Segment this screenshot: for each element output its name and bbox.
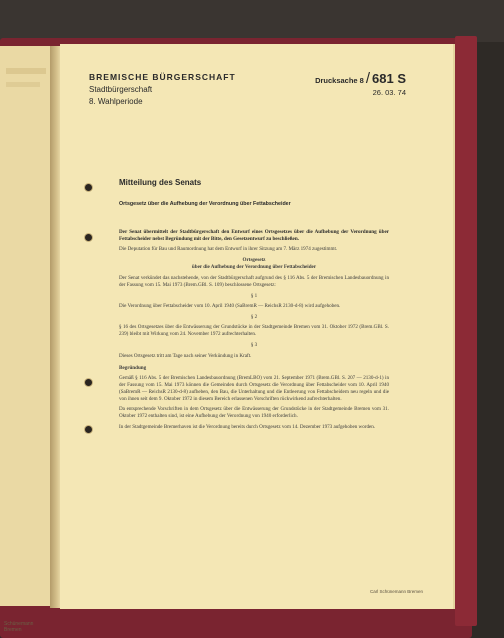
organization-name: BREMISCHE BÜRGERSCHAFT [89, 72, 236, 82]
document-subject: Ortsgesetz über die Aufhebung der Verordnung über Fettabscheider [119, 201, 291, 207]
begruendung-paragraph-1: Gemäß § 116 Abs. 5 der Bremischen Landesbauordnung (BremLBO) vom 21. September 1971 (Brem.GBl. S. 207 — 2130-d-1) in der Fassung vom 15. Mai 1973 können die Gemeinden durch Ortsgesetz die Verordnung über Fettabscheider vom 10. April 1940 (SaBremR — ReichsR 2130-d-8) aufheben, den Bau, die Unterhaltung und die Entleerung von Fettabscheidern neu regeln und die von ihnen seit dem 9. Oktober 1972 in diesem Bereich erlassenen Vorschriften rückwirkend aufrechterhalten. [119, 375, 389, 402]
law-title: Ortsgesetz [242, 257, 266, 264]
binder-edge [455, 36, 477, 626]
document-number [315, 70, 406, 88]
begruendung-paragraph-3: In der Stadtgemeinde Bremerhaven ist die Verordnung bereits durch Ortsgesetz vom 14. Dezember 1973 aufgehoben worden. [119, 423, 376, 430]
section-3-heading: § 3 [250, 342, 258, 349]
document-page [60, 44, 453, 609]
section-2-text: § 16 des Ortsgesetzes über die Entwässerung der Grundstücke in der Stadtgemeinde Bremen vom 31. Oktober 1972 (Brem.GBl. S. 239) bleibt mit Wirkung vom 24. November 1972 aufrechterhalten. [119, 324, 389, 338]
printer-imprint: Carl Schünemann Bremen [369, 589, 423, 594]
document-heading: Mitteilung des Senats [119, 178, 202, 187]
previous-page [0, 46, 52, 633]
background-top [0, 0, 504, 42]
punch-hole [85, 379, 92, 386]
punch-hole [85, 234, 92, 241]
ghost-text [6, 82, 40, 87]
intro-paragraph: Der Senat übermittelt der Stadtbürgerschaft den Entwurf eines Ortsgesetzes über die Aufhebung der Verordnung über Fettabscheider nebst Begründung mit der Bitte, den Gesetzentwurf zu beschließen. [119, 229, 389, 242]
drucksache-number: 681 S [372, 71, 406, 86]
document-body [119, 229, 389, 434]
begruendung-heading: Begründung [119, 364, 147, 371]
drucksache-separator: / [365, 70, 371, 87]
begruendung-paragraph-2: Da entsprechende Vorschriften in dem Ortsgesetz über die Entwässerung der Grundstücke in der Stadtgemeinde Bremen vom 31. Oktober 1972 enthalten sind, ist eine Aufhebung der Verordnung von 1940 erforderlich. [119, 406, 389, 420]
section-2-heading: § 2 [250, 313, 258, 320]
document-date: 26. 03. 74 [372, 88, 406, 97]
deputation-paragraph: Die Deputation für Bau und Raumordnung hat dem Entwurf in ihrer Sitzung am 7. März 1974 zugestimmt. [119, 246, 338, 253]
ghost-text [6, 68, 46, 74]
section-1-text: Die Verordnung über Fettabscheider vom 10. April 1940 (SaBremR — ReichsR 2130-d-8) wird aufgehoben. [119, 303, 341, 310]
punch-hole [85, 426, 92, 433]
law-subtitle: über die Aufhebung der Verordnung über Fettabscheider [191, 264, 317, 271]
section-3-text: Dieses Ortsgesetz tritt am Tage nach seiner Verkündung in Kraft. [119, 352, 252, 359]
parliament-chamber: Stadtbürgerschaft [89, 85, 153, 94]
promulgation-paragraph: Der Senat verkündet das nachstehende, von der Stadtbürgerschaft aufgrund des § 116 Abs. 5 der Bremischen Landesbauordnung in der Fassung vom 15. Mai 1973 (Brem.GBl. S. 109) beschlossene Ortsgesetz: [119, 274, 389, 288]
drucksache-label: Drucksache 8 [315, 76, 364, 85]
previous-page-footer: Schünemann Bremen [4, 621, 34, 633]
legislative-period: 8. Wahlperiode [89, 97, 143, 106]
section-1-heading: § 1 [250, 292, 258, 299]
punch-hole [85, 184, 92, 191]
